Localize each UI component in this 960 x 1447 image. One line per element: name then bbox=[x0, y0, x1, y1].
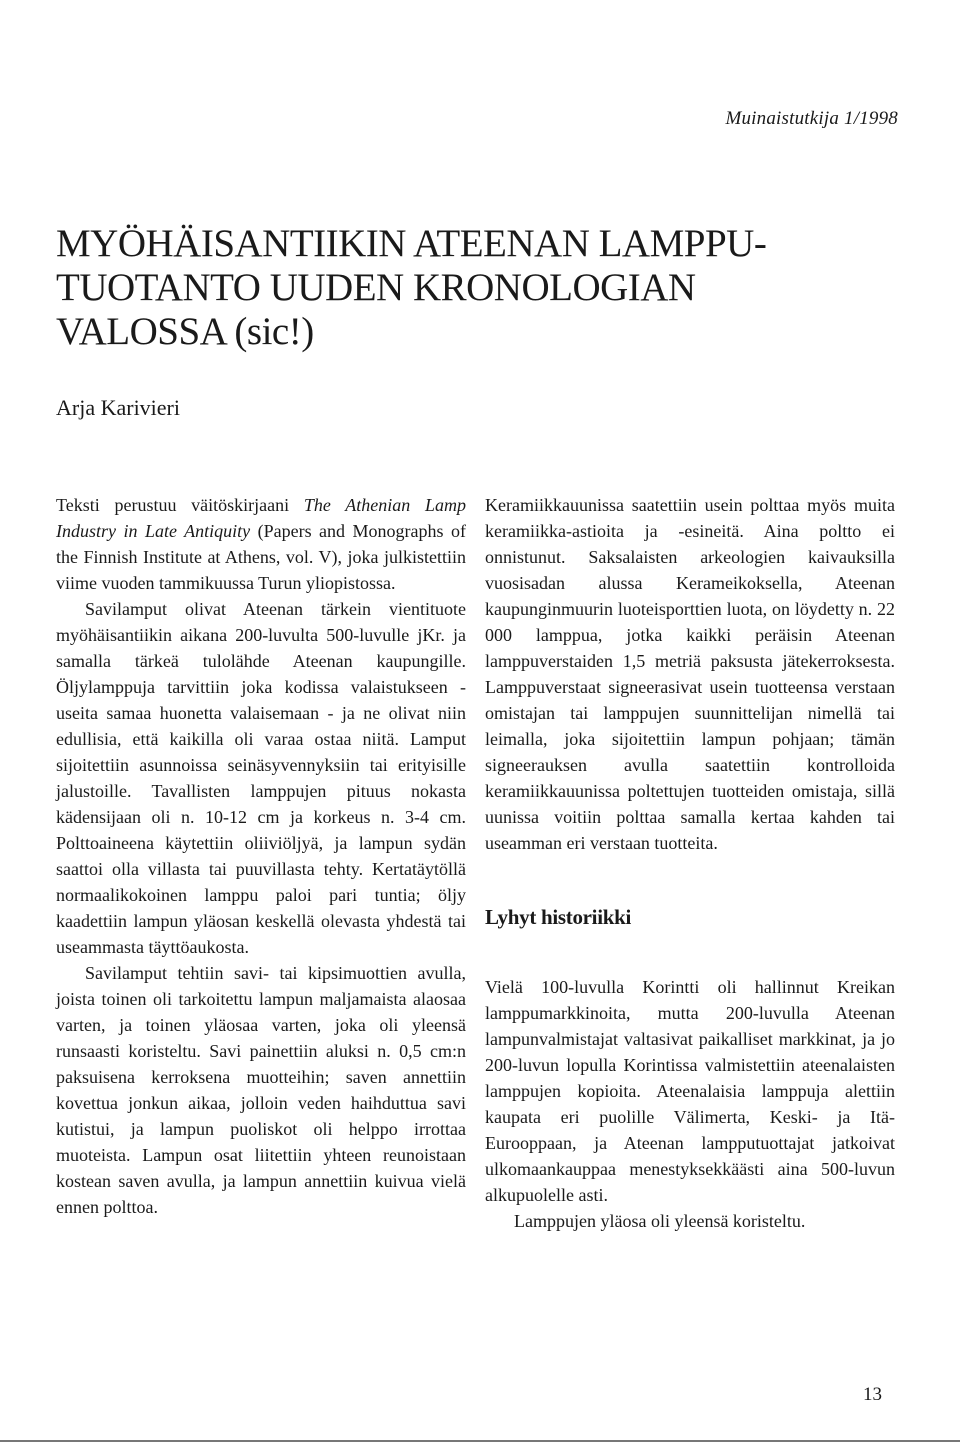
title-line: VALOSSA (sic!) bbox=[56, 310, 314, 353]
intro-lead: Teksti perustuu väitöskirjaani bbox=[56, 495, 304, 515]
right-column bbox=[485, 492, 895, 1234]
title-line: TUOTANTO UUDEN KRONOLOGIAN bbox=[56, 266, 696, 309]
book-title: The Athenian Lamp Industry in Late Antiquity bbox=[56, 495, 466, 541]
body-paragraph: Lamppujen yläosa oli yleensä koristeltu. bbox=[514, 1211, 806, 1231]
section-heading: Lyhyt historiikki bbox=[485, 905, 632, 929]
body-paragraph: Keramiikkauunissa saatettiin usein polttaa myös muita keramiikka-astioita ja -esineitä. Aina poltto ei onnistunut. Saksalaisten arkeologien kaivauksilla vuosisadan alussa Kerameikoksella, Ateenan kaupunginmuurin luoteisporttien luota, on löydetty n. 22 000 lamppua, jotka kaikki peräisin Ateenan lamppuverstaiden 1,5 metriä paksusta jätekerroksesta. Lamppuverstaat signeerasivat usein tuotteensa verstaan omistajan tai lamppujen suunnittelijan nimellä tai leimalla, joka sijoitettiin lampun pohjaan; tämän signeerauksen avulla saatettiin kontrolloida keramiikkauunissa poltettujen tuotteiden omistaja, sillä uunissa voitiin polttaa samalla kertaa kahden tai useamman eri verstaan tuotteita. bbox=[485, 495, 895, 853]
bottom-rule bbox=[0, 1440, 960, 1442]
intro-rest: (Papers and Monographs of the Finnish Institute at Athens, vol. V), joka julkistettiin viime vuoden tammikuussa Turun yliopistossa. bbox=[56, 521, 466, 593]
page-number: 13 bbox=[863, 1384, 882, 1405]
running-header: Muinaistutkija 1/1998 bbox=[725, 108, 898, 129]
body-paragraph: Savilamput tehtiin savi- tai kipsimuottien avulla, joista toinen oli tarkoitettu lampun maljamaista alaosaa varten, ja toinen yläosaa varten, joka oli yleensä runsaasti koristeltu. Savi painettiin aluksi n. 0,5 cm:n paksuisena kerroksena muotteihin; saven annettiin kovettua jonkun aikaa, jolloin veden haihduttua savi kutistui, ja lampun puoliskot oli helppo irrottaa muoteista. Lampun osat liitettiin yhteen reunoistaan kostean saven avulla, ja lampun annettiin kuivua vielä ennen polttoa. bbox=[56, 963, 466, 1217]
left-column bbox=[56, 492, 466, 1220]
article-title bbox=[56, 222, 816, 354]
author-name: Arja Karivieri bbox=[56, 395, 180, 420]
title-line: MYÖHÄISANTIIKIN ATEENAN LAMPPU- bbox=[56, 222, 767, 265]
body-paragraph: Vielä 100-luvulla Korintti oli hallinnut Kreikan lamppumarkkinoita, mutta 200-luvulla Ateenan lampunvalmistajat valtasivat paikalliset markkinat, ja jo 200-luvun lopulla Korintissa valmistettiin ateenalaisten lamppujen kopioita. Ateenalaisia lamppuja alettiin kaupata eri puolille Välimerta, Keski- ja Itä-Eurooppaan, ja Ateenan lampputuottajat jatkoivat ulkomaankauppaa menestyksekkäästi aina 500-luvun alkupuolelle asti. bbox=[485, 977, 895, 1205]
intro-paragraph bbox=[56, 492, 466, 596]
body-paragraph: Savilamput olivat Ateenan tärkein vientituote myöhäisantiikin aikana 200-luvulta 500-luvulle jKr. ja samalla tärkeä tulolähde Ateenan kaupungille. Öljylamppuja tarvittiin joka kodissa valaistukseen - useita samaa huonetta valaisemaan - ja ne olivat niin edullisia, että kaikilla oli varaa ostaa niitä. Lamput sijoitettiin asunnoissa seinäsyvennyksiin tai erityisille jalustoille. Tavallisten lamppujen pituus nokasta kädensijaan oli n. 10-12 cm ja korkeus n. 3-4 cm. Polttoaineena käytettiin oliiviöljyä, ja lampun sydän saattoi olla villasta tai puuvillasta tehty. Kertatäytöllä normaalikokoinen lamppu paloi pari tuntia; öljy kaadettiin lampun yläosan keskellä olevasta yhdestä tai useammasta täyttöaukosta. bbox=[56, 599, 466, 957]
